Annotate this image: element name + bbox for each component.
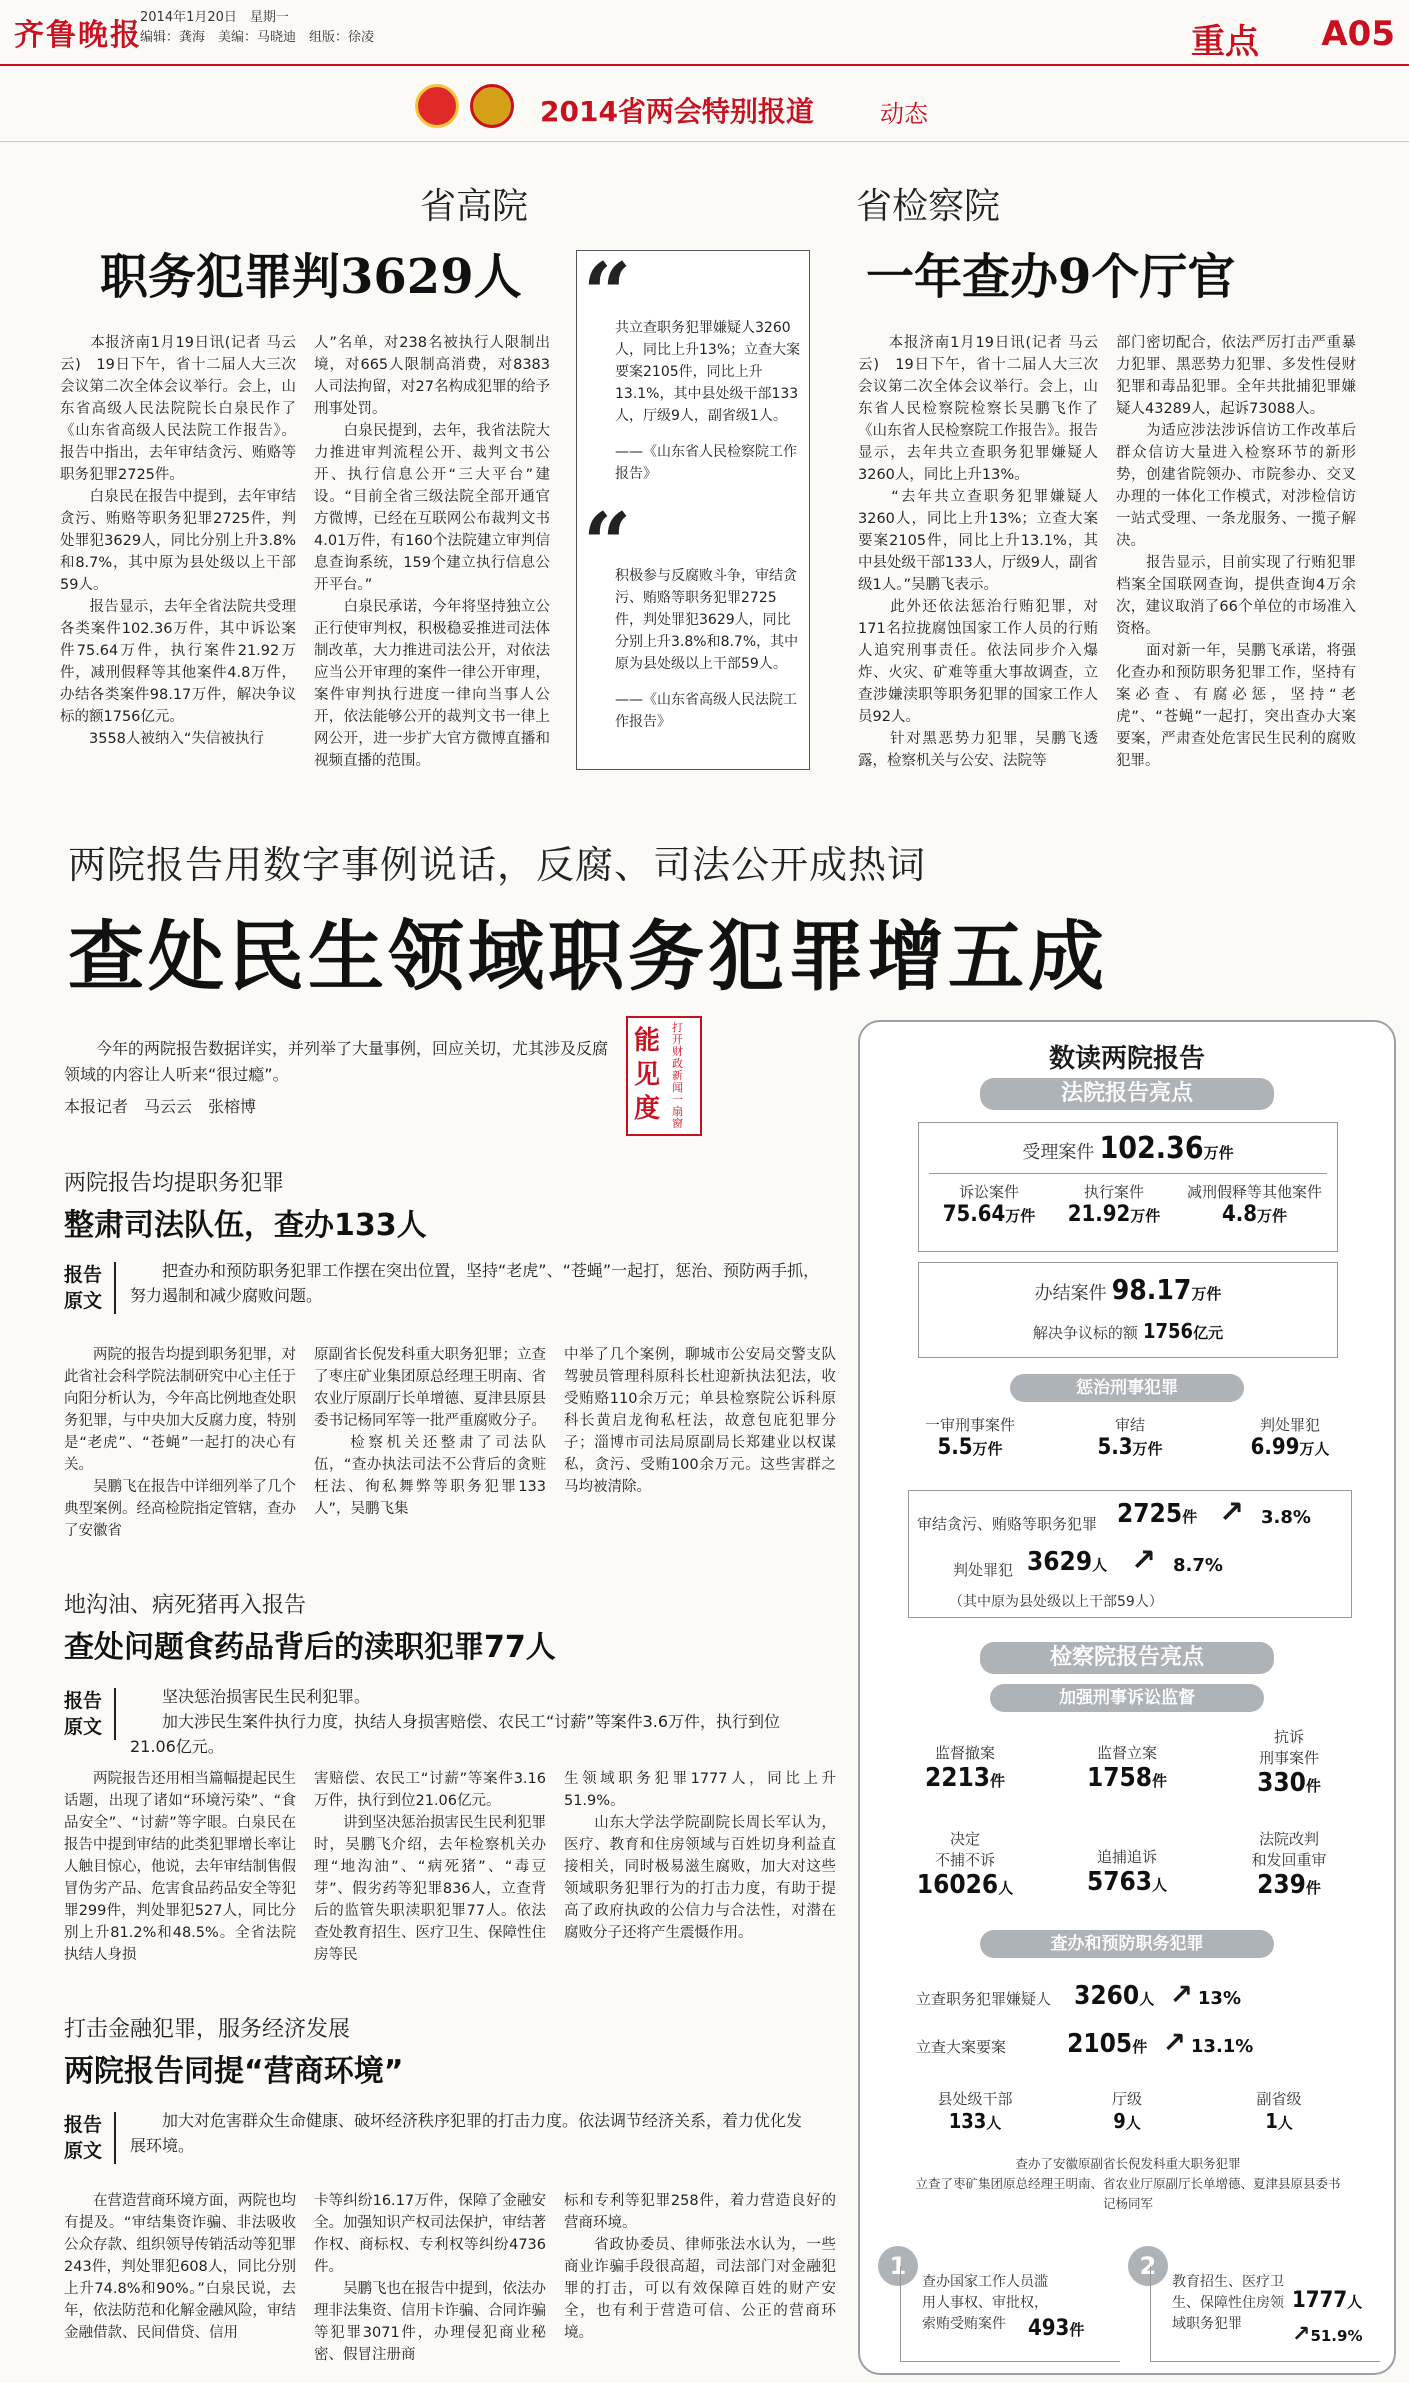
- bureau-level-stat: [1052, 2088, 1202, 2133]
- vice-provincial-stat: [1204, 2088, 1354, 2133]
- graft-sentenced-value: [1027, 1547, 1107, 1577]
- bureau-level-label: 厅级: [1111, 2090, 1142, 2108]
- item-2-value: [1292, 2288, 1362, 2313]
- graft-number: 2725: [1117, 1499, 1183, 1529]
- left-article-col1: 本报济南1月19日讯(记者 马云云) 19日下午，省十二届人大三次会议第二次全体会议举行。会上，山东省高级人民法院院长白泉民作了《山东省高级人民法院工作报告》。报告中指出，去年审结贪污、贿赂等职务犯罪2725件。 白泉民在报告中提到，去年审结贪污、贿赂等职务犯罪2725件，判处罪犯3629人，同比分别上升3.8%和8.7%，其中原为县处级以上干部59人。 报告显示，去年全省法院共受理各类案件102.36万件，其中诉讼案件75.64万件，执行案件21.92万件，减刑假释等其他案件4.8万件，办结各类案件98.17万件，解决争议标的额1756亿元。 3558人被纳入“失信被执行: [60, 335, 296, 747]
- national-emblem-icon: [415, 84, 459, 128]
- s2-original: 坚决惩治损害民生民利犯罪。 加大涉民生案件执行力度，执结人身损害赔偿、农民工“讨薪”等案件3.6万件，执行到位21.06亿元。: [130, 1687, 781, 1756]
- major-cases-label: 立查大案要案: [916, 2038, 1007, 2056]
- retrial-stat: [1214, 1828, 1364, 1900]
- banner-subtitle: 动态: [880, 100, 928, 128]
- concluded-stat: [1060, 1414, 1200, 1460]
- court-accepted-box: [918, 1122, 1338, 1252]
- s1-headline: 整肃司法队伍，查办133人: [64, 1208, 427, 1243]
- major-cases-unit: 件: [1132, 2038, 1148, 2056]
- protest-label: 抗诉 刑事案件: [1258, 1728, 1319, 1767]
- s3-col1: 在营造营商环境方面，两院也均有提及。“审结集资诈骗、非法吸收公众存款、组织领导传销活动等犯罪243件，判处罪犯608人，同比分别上升74.8%和90%。”白泉民说，去年，依法防范和化解金融风险，审结金融借款、民间借贷、信用: [64, 2193, 296, 2341]
- retrial-number: 239: [1257, 1870, 1306, 1900]
- right-kicker: 省检察院: [856, 186, 1001, 227]
- masthead: [0, 0, 1409, 66]
- protest-stat: [1214, 1726, 1364, 1798]
- filing-unit: 件: [1152, 1772, 1168, 1790]
- graft-box: [908, 1490, 1352, 1618]
- withdrawal-number: 2213: [924, 1763, 991, 1793]
- sentenced-number: 6.99: [1250, 1435, 1300, 1460]
- special-report-banner: [0, 72, 1409, 142]
- concluded-label: 审结: [1114, 1416, 1145, 1434]
- supervision-title: 加强刑事诉讼监督: [990, 1684, 1264, 1712]
- county-level-number: 133: [948, 2109, 987, 2133]
- graft-label: 审结贪污、贿赂等职务犯罪: [917, 1515, 1098, 1533]
- withdrawal-stat: [890, 1742, 1040, 1793]
- investigation-note: 查办了安徽原副省长倪发科重大职务犯罪 立查了枣矿集团原总经理王明南、省农业厅原副厅长单增德、夏津县原县委书记杨同军: [915, 2156, 1341, 2211]
- s2-headline: 查处问题食药品背后的渎职犯罪77人: [64, 1630, 556, 1665]
- county-level-unit: 人: [986, 2114, 1002, 2132]
- s1-tag: 报告 原文: [64, 1262, 116, 1314]
- graft-sentenced-number: 3629: [1027, 1547, 1093, 1577]
- protest-unit: 件: [1305, 1777, 1321, 1795]
- suspects-label: 立查职务犯罪嫌疑人: [916, 1990, 1052, 2008]
- graft-percent: 3.8%: [1261, 1507, 1311, 1528]
- major-cases-percent: 13.1%: [1190, 2036, 1254, 2057]
- item-1-number: 493: [1028, 2316, 1070, 2341]
- pursuit-stat: [1052, 1846, 1202, 1897]
- retrial-unit: 件: [1305, 1879, 1321, 1897]
- no-arrest-stat: [890, 1828, 1040, 1900]
- no-arrest-unit: 人: [998, 1879, 1014, 1897]
- suspects-percent: 13%: [1197, 1988, 1241, 2009]
- date-line: 2014年1月20日 星期一: [140, 10, 289, 25]
- main-lead: 今年的两院报告数据详实，并列举了大量事例，回应关切，尤其涉及反腐领域的内容让人听来“很过瘾”。: [64, 1039, 609, 1084]
- right-article-col2: 部门密切配合，依法严厉打击严重暴力犯罪、黑恶势力犯罪、多发性侵财犯罪和毒品犯罪。全年共批捕犯罪嫌疑人43289人，起诉73088人。 为适应涉法涉诉信访工作改革后群众信访大量进入检察环节的新形势，创建省院领办、市院参办、交叉办理的一体化工作模式，对涉检信访一站式受理、一条龙服务、一揽子解决。 报告显示，目前实现了行贿犯罪档案全国联网查询，提供查询4万余次，建议取消了66个单位的市场准入资格。 面对新一年，吴鹏飞承诺，将强化查办和预防职务犯罪工作，坚持有案必查、有腐必惩，坚持“老虎”、“苍蝇”一起打，突出查办大案要案，严肃查处危害民生民利的腐败犯罪。: [1116, 335, 1356, 769]
- concluded-unit: 万件: [1132, 1440, 1163, 1458]
- s3-tag: 报告 原文: [64, 2112, 116, 2164]
- dispute-row: [919, 1319, 1337, 1343]
- major-cases-row: [916, 2026, 1253, 2059]
- accepted-unit: 万件: [1203, 1144, 1234, 1162]
- filing-stat: [1052, 1742, 1202, 1793]
- accepted-row: [919, 1131, 1337, 1166]
- quote-mark-icon: “: [583, 244, 632, 343]
- s1-col2: 原副省长倪发科重大职务犯罪；立查了枣庄矿业集团原总经理王明南、省农业厅原副厅长单增德、夏津县原县委书记杨同军等一批严重腐败分子。 检察机关还整肃了司法队伍，“查办执法司法不公背后的贪赃枉法、徇私舞弊等职务犯罪133人”，吴鹏飞集: [314, 1347, 546, 1517]
- litigation-number: 75.64: [942, 1202, 1006, 1227]
- editor-line: 编辑：龚海 美编：马晓迪 组版：徐凌: [140, 30, 375, 45]
- item-2-change: [1292, 2322, 1362, 2347]
- right-headline: 一年查办9个厅官: [866, 249, 1236, 305]
- newspaper-logo: 齐鲁晚报: [14, 18, 142, 53]
- page-number: A05: [1321, 14, 1395, 54]
- protest-number: 330: [1257, 1768, 1306, 1798]
- execution-label: 执行案件: [1083, 1183, 1144, 1201]
- closed-row: [919, 1273, 1337, 1306]
- filing-label: 监督立案: [1096, 1744, 1157, 1762]
- s1-col1: 两院的报告均提到职务犯罪，对此省社会科学院法制研究中心主任于向阳分析认为，今年高比例地查处职务犯罪，与中央加大反腐力度，特别是“老虎”、“苍蝇”一起打的决心有关。 吴鹏飞在报告中详细列举了几个典型案例。经高检院指定管辖，查办了安徽省: [64, 1347, 296, 1539]
- accepted-label: 受理案件: [1022, 1142, 1095, 1163]
- divider: [929, 1173, 1327, 1174]
- court-closed-box: [918, 1262, 1338, 1358]
- column-logo: [626, 1016, 702, 1136]
- sentenced-label: 判处罪犯: [1259, 1416, 1320, 1434]
- section-label: 重点: [1191, 22, 1259, 62]
- graft-sentenced-label: 判处罪犯: [953, 1561, 1014, 1579]
- sentenced-unit: 万人: [1299, 1440, 1330, 1458]
- court-title: 法院报告亮点: [980, 1078, 1274, 1110]
- vice-provincial-label: 副省级: [1256, 2090, 1302, 2108]
- info-title: 数读两院报告: [1048, 1044, 1205, 1074]
- suspects-row: [916, 1978, 1241, 2011]
- up-arrow-icon: ↗: [1169, 1978, 1193, 2011]
- main-byline: 本报记者 马云云 张榕博: [64, 1097, 257, 1116]
- withdrawal-unit: 件: [990, 1772, 1006, 1790]
- closed-unit: 万件: [1191, 1285, 1222, 1303]
- first-instance-stat: [900, 1414, 1040, 1460]
- up-arrow-icon: ↗: [1219, 1495, 1245, 1530]
- dispute-number: 1756: [1143, 1319, 1194, 1343]
- graft-value: [1117, 1499, 1197, 1529]
- filing-number: 1758: [1086, 1763, 1153, 1793]
- quote-1-source: ——《山东省人民检察院工作报告》: [615, 444, 797, 482]
- s2-col3: 生领域职务犯罪1777人，同比上升51.9%。 山东大学法学院副院长周长军认为，医疗、教育和住房领域与百姓切身利益直接相关，同时极易滋生腐败，加大对这些领域职务犯罪行为的打击力度，有助于提高了政府执政的公信力与合法性，对潜在腐败分子还将产生震慑作用。: [564, 1771, 836, 1941]
- execution-unit: 万件: [1130, 1207, 1161, 1225]
- execution-number: 21.92: [1067, 1202, 1131, 1227]
- s3-original: 加大对危害群众生命健康、破坏经济秩序犯罪的打击力度。依法调节经济关系，着力优化发展环境。: [130, 2111, 803, 2155]
- other-cases-stat: [1177, 1181, 1332, 1227]
- s2-tag: 报告 原文: [64, 1688, 116, 1740]
- graft-sentenced-unit: 人: [1092, 1556, 1108, 1574]
- item-1-value: [1028, 2316, 1084, 2341]
- quote-2-source: ——《山东省高级人民法院工作报告》: [615, 692, 797, 730]
- s1-kicker: 两院报告均提职务犯罪: [64, 1171, 285, 1196]
- first-instance-number: 5.5: [937, 1435, 973, 1460]
- sentenced-stat: [1220, 1414, 1360, 1460]
- s3-col3: 标和专利等犯罪258件，着力营造良好的营商环境。 省政协委员、律师张法水认为，一些商业诈骗手段很高超，司法部门对金融犯罪的打击，可以有效保障百姓的财产安全，也有利于营造可信、公正的营商环境。: [564, 2193, 836, 2341]
- closed-label: 办结案件: [1034, 1283, 1107, 1304]
- s2-col2: 害赔偿、农民工“讨薪”等案件3.16万件，执行到位21.06亿元。 讲到坚决惩治损害民生民利犯罪时，吴鹏飞介绍，去年检察机关办理“地沟油”、“病死猪”、“毒豆芽”、假劣药等犯罪836人，立查背后的监管失职渎职犯罪77人。依法查处教育招生、医疗卫生、保障性住房等民: [314, 1771, 546, 1963]
- banner-title: 2014省两会特别报道: [540, 95, 814, 128]
- left-kicker: 省高院: [420, 186, 529, 227]
- s3-col2: 卡等纠纷16.17万件，保障了金融安全。加强知识产权司法保护，审结著作权、商标权、专利权等纠纷4736件。 吴鹏飞也在报告中提到，依法办理非法集资、信用卡诈骗、合同诈骗等犯罪3071件，办理侵犯商业秘密、假冒注册商: [314, 2193, 546, 2363]
- cppcc-emblem-icon: [470, 84, 514, 128]
- bureau-level-unit: 人: [1125, 2114, 1141, 2132]
- up-arrow-icon: ↗: [1292, 2322, 1311, 2347]
- s1-col3: 中举了几个案例，聊城市公安局交警支队驾驶员管理科原科长杜迎新执法犯法，收受贿赂110余万元；单县检察院公诉科原科长黄启龙徇私枉法，故意包庇犯罪分子；淄博市司法局原副局长郑建业以权谋私，贪污、受贿100余万元。这些害群之马均被清除。: [564, 1347, 836, 1495]
- left-headline: 职务犯罪判3629人: [100, 249, 522, 305]
- execution-stat: [1054, 1181, 1174, 1227]
- vice-provincial-number: 1: [1265, 2109, 1278, 2133]
- main-kicker: 两院报告用数字事例说话，反腐、司法公开成热词: [68, 843, 927, 887]
- crime-title: 惩治刑事犯罪: [1010, 1374, 1244, 1402]
- concluded-number: 5.3: [1097, 1435, 1133, 1460]
- item-1-badge: 1: [878, 2246, 918, 2286]
- s3-kicker: 打击金融犯罪，服务经济发展: [64, 2017, 351, 2042]
- item-1-unit: 件: [1069, 2321, 1085, 2339]
- pursuit-unit: 人: [1152, 1876, 1168, 1894]
- pursuit-label: 追捕追诉: [1096, 1848, 1157, 1866]
- pursuit-number: 5763: [1086, 1867, 1153, 1897]
- no-arrest-label: 决定 不捕不诉: [934, 1830, 995, 1869]
- graft-sentenced-percent: 8.7%: [1173, 1555, 1223, 1576]
- graft-note: （其中原为县处级以上干部59人）: [949, 1594, 1163, 1610]
- quote-2-text: 积极参与反腐败斗争，审结贪污、贿赂等职务犯罪2725件，判处罪犯3629人，同比分别上升3.8%和8.7%，其中原为县处级以上干部59人。: [615, 568, 799, 672]
- withdrawal-label: 监督撤案: [934, 1744, 995, 1762]
- other-cases-label: 减刑假释等其他案件: [1186, 1183, 1322, 1201]
- first-instance-unit: 万件: [972, 1440, 1003, 1458]
- dispute-unit: 亿元: [1193, 1324, 1224, 1342]
- litigation-label: 诉讼案件: [958, 1183, 1019, 1201]
- s1-original: 把查办和预防职务犯罪工作摆在突出位置，坚持“老虎”、“苍蝇”一起打，惩治、预防两手抓，努力遏制和减少腐败问题。: [130, 1261, 820, 1305]
- investigation-title: 查办和预防职务犯罪: [980, 1930, 1274, 1958]
- other-cases-number: 4.8: [1221, 1202, 1258, 1227]
- accepted-number: 102.36: [1099, 1131, 1204, 1166]
- s2-kicker: 地沟油、病死猪再入报告: [64, 1593, 307, 1618]
- graft-unit: 件: [1182, 1508, 1198, 1526]
- litigation-unit: 万件: [1005, 1207, 1036, 1225]
- up-arrow-icon: ↗: [1162, 2026, 1186, 2059]
- dispute-label: 解决争议标的额: [1032, 1324, 1138, 1342]
- quote-1-text: 共立查职务犯罪嫌疑人3260人，同比上升13%；立查大案要案2105件，同比上升13.1%，其中县处级干部133人，厅级9人，副省级1人。: [615, 320, 801, 424]
- county-level-label: 县处级干部: [937, 2090, 1013, 2108]
- suspects-number: 3260: [1074, 1981, 1140, 2011]
- infographic-panel: [858, 1020, 1396, 2375]
- quote-mark-icon: “: [583, 494, 632, 593]
- suspects-unit: 人: [1139, 1990, 1155, 2008]
- item-1-text: 查办国家工作人员滥用人事权、审批权，索贿受贿案件: [922, 2274, 1048, 2332]
- s3-headline: 两院报告同提“营商环境”: [64, 2054, 404, 2089]
- county-level-stat: [900, 2088, 1050, 2133]
- left-article-col2: 人”名单，对238名被执行人限制出境，对665人限制高消费，对8383人司法拘留，对27名构成犯罪的给予刑事处罚。 白泉民提到，去年，我省法院大力推进审判流程公开、裁判文书公开、执行信息公开“三大平台”建设。“目前全省三级法院全部开通官方微博，已经在互联网公布裁判文书4.01万件，有160个法院建立审判信息查询系统，159个建立执行信息公开平台。” 白泉民承诺，今年将坚持独立公正行使审判权，积极稳妥推进司法体制改革，大力推进司法公开，对依法应当公开审理的案件一律公开审理，案件审判执行进度一律向当事人公开，依法能够公开的裁判文书一律上网公开，进一步扩大官方微博直播和视频直播的范围。: [314, 335, 550, 769]
- no-arrest-number: 16026: [916, 1870, 999, 1900]
- procuratorate-title: 检察院报告亮点: [980, 1642, 1274, 1674]
- first-instance-label: 一审刑事案件: [924, 1416, 1015, 1434]
- major-cases-number: 2105: [1067, 2029, 1133, 2059]
- bureau-level-number: 9: [1113, 2109, 1126, 2133]
- litigation-stat: [929, 1181, 1049, 1227]
- item-2-unit: 人: [1347, 2293, 1363, 2311]
- column-logo-text: 能见度: [634, 1026, 661, 1124]
- up-arrow-icon: ↗: [1131, 1543, 1157, 1578]
- vice-provincial-unit: 人: [1277, 2114, 1293, 2132]
- right-article-col1: 本报济南1月19日讯(记者 马云云) 19日下午，省十二届人大三次会议第二次全体会议举行。会上，山东省人民检察院检察长吴鹏飞作了《山东省人民检察院工作报告》。报告显示，去年共立查职务犯罪嫌疑人3260人，同比上升13%。 “去年共立查职务犯罪嫌疑人3260人，同比上升13%；立查大案要案2105件，同比上升13.1%，其中县处级干部133人，厅级9人，副省级1人。”吴鹏飞表示。 此外还依法惩治行贿犯罪，对171名拉拢腐蚀国家工作人员的行贿人追究刑事责任。依法同步介入爆炸、火灾、矿难等重大事故调查，立查涉嫌渎职等职务犯罪的国家工作人员92人。 针对黑恶势力犯罪，吴鹏飞透露，检察机关与公安、法院等: [858, 335, 1098, 769]
- s2-col1: 两院报告还用相当篇幅提起民生话题，出现了诸如“环境污染”、“食品安全”、“讨薪”等字眼。白泉民在报告中提到审结的此类犯罪增长率让人触目惊心，他说，去年审结制售假冒伪劣产品、危害食品药品安全等犯罪299件，判处罪犯527人，同比分别上升81.2%和48.5%。全省法院执结人身损: [64, 1771, 296, 1963]
- other-cases-unit: 万件: [1257, 1207, 1288, 1225]
- quote-box: [576, 244, 810, 770]
- retrial-label: 法院改判 和发回重审: [1251, 1830, 1327, 1869]
- item-2-text: 教育招生、医疗卫生、保障性住房领域职务犯罪: [1172, 2274, 1284, 2332]
- closed-number: 98.17: [1111, 1273, 1192, 1306]
- item-2-percent: 51.9%: [1310, 2327, 1363, 2345]
- main-headline: 查处民生领域职务犯罪增五成: [68, 912, 1108, 1001]
- column-slogan: 打开财政新闻一扇窗: [672, 1021, 683, 1130]
- header-meta: [140, 8, 374, 48]
- item-2-number: 1777: [1292, 2288, 1348, 2313]
- item-2-badge: 2: [1128, 2246, 1168, 2286]
